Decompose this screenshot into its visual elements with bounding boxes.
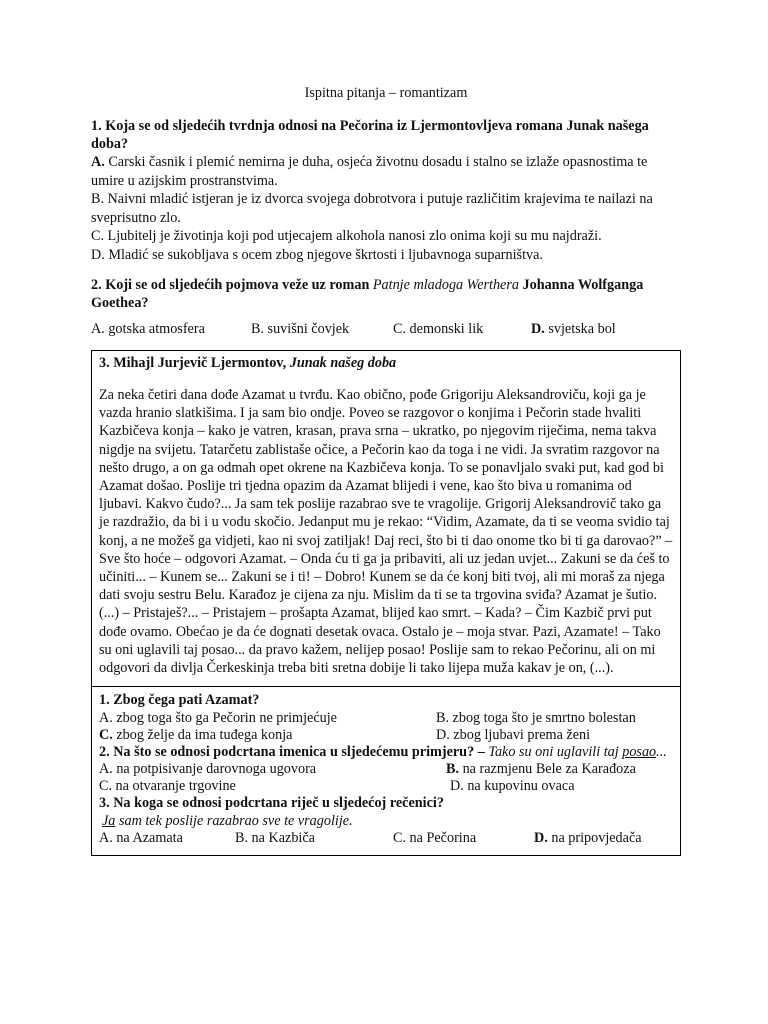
question-2-option-a: A. gotska atmosfera <box>91 321 205 337</box>
sub1-option-b: B. zbog toga što je smrtno bolestan <box>436 709 636 726</box>
passage-heading-author: 3. Mihajl Jurjevič Ljermontov, <box>99 355 290 371</box>
sub3-example <box>99 813 673 830</box>
sub2-option-c: C. na otvaranje trgovine <box>99 778 236 795</box>
question-2 <box>91 276 681 338</box>
question-1-text <box>91 117 681 153</box>
sub1-option-d: D. zbog ljubavi prema ženi <box>436 726 591 743</box>
question-1-option-a <box>91 153 681 190</box>
question-2-option-d <box>531 320 681 338</box>
sub1-option-c-letter: C. <box>99 726 113 743</box>
sub2-option-d: D. na kupovinu ovaca <box>450 778 575 795</box>
sub3-option-a: A. na Azamata <box>99 829 183 846</box>
sub2-option-b <box>446 761 673 778</box>
sub3-option-d-text: na pripovjedača <box>547 829 642 846</box>
sub2-option-a: A. na potpisivanje darovnoga ugovora <box>99 761 317 778</box>
sub2-example <box>488 744 666 760</box>
sub-question-2-options-row2 <box>99 778 673 795</box>
option-a-text: Carski časnik i plemić nemirna je duha, osjeća životnu dosadu i stalno se izlaže opasnostima te umire u azijskim prostranstvima. <box>91 154 648 189</box>
sub2-example-underlined: posao <box>622 743 657 760</box>
sub3-example-rest: sam tek poslije razabrao sve te vragolije. <box>115 812 353 829</box>
question-2-book-title: Patnje mladoga Werthera <box>372 277 519 293</box>
page-title: Ispitna pitanja – romantizam <box>304 85 468 101</box>
question-2-option-b: B. suvišni čovjek <box>251 321 350 337</box>
passage-section <box>92 351 680 687</box>
question-1 <box>91 117 681 264</box>
sub2-option-b-text: na razmjenu Bele za Karađoza <box>459 761 636 778</box>
sub-question-1-options-row2 <box>99 727 673 744</box>
sub3-example-underlined: Ja <box>102 812 116 829</box>
question-1-label: 1. Koja se od sljedećih tvrdnja odnosi na Pečorina iz Ljermontovljeva romana Junak našega doba? <box>91 118 649 152</box>
sub2-example-post: ... <box>656 743 667 760</box>
sub2-option-b-letter: B. <box>446 761 460 778</box>
question-2-post: Johanna Wolfganga Goethea? <box>91 277 644 311</box>
question-1-option-d: D. Mladić se sukobljava s ocem zbog njegove škrtosti i ljubavnoga suparništva. <box>91 246 543 263</box>
sub-question-3: 3. Na koga se odnosi podcrtana riječ u sljedećoj rečenici? <box>99 795 444 812</box>
sub-question-1: 1. Zbog čega pati Azamat? <box>99 692 260 709</box>
question-2-text <box>91 276 681 312</box>
question-1-option-b: B. Naivni mladić istjeran je iz dvorca svojega dobrotvora i putuje različitim krajevima te nailazi na sveprisutno zlo. <box>91 191 653 226</box>
question-2-pre: 2. Koji se od sljedećih pojmova veže uz roman <box>91 277 373 293</box>
sub-questions <box>92 687 680 855</box>
option-a-letter: A. <box>91 154 105 170</box>
sub1-option-c-text: zbog želje da ima tuđega konja <box>112 726 293 743</box>
exam-page <box>91 84 681 856</box>
passage-heading <box>99 354 673 373</box>
passage-text: Za neka četiri dana dođe Azamat u tvrđu. Kao obično, pođe Grigoriju Aleksandroviču, koji ga je vazda hranio slatkišima. I ja sam bio ondje. Poveo se razgovor o konjima i Pečorin stade hvaliti Kazbičeva konja – kako je vatren, krasan, prava srna – ukratko, po njegovim riječima, nema takva nigdje na svijetu. Tatarčetu zablistaše očice, a Pečorin kao da toga i ne vidi. Ja svratim razgovor na nešto drugo, a on ga odmah opet okrene na Kazbičeva konja. To se ponavljalo svaki put, kad god bi Azamat došao. Poslije tri tjedna opazim da Azamat blijedi i vene, kao što biva u romanima od ljubavi. Kakvo čudo?... Ja sam tek poslije razabrao sve te vragolije. Grigorij Aleksandrovič tako ga je razdražio, da bi i u vodu skočio. Jedanput mu je rekao: “Vidim, Azamate, da ti se veoma svidio taj konj, a ne možeš ga vidjeti, kao ni svoj zatiljak! Daj reci, što bi ti dao onome tko bi ti ga darovao?” – Sve što hoće – odgovori Azamat. – Onda ću ti ga ja pribaviti, ali uz jedan uvjet... Zakuni se da ćeš to učiniti... – Kunem se... Zakuni se i ti! – Dobro! Kunem se da će konj biti tvoj, ali mi moraš za njega dati svoju sestru Belu. Karađoz je cijena za nju. Mislim da ti se ta trgovina sviđa? Azamat je šutio. (...) – Pristaješ?... – Pristajem – prošapta Azamat, blijed kao smrt. – Kada? – Čim Kazbič prvi put dođe ovamo. Obećao je da će dognati desetak ovaca. Ostalo je – moja stvar. Pazi, Azamate! – Tako su oni uglavili taj posao... da pravo kažem, nelijep posao! Poslije sam to rekao Pečorinu, ali on mi odgovori da divlja Čerkeskinja treba biti sretna dobije li tako lijepa muža kakav je on, (...). <box>99 387 673 677</box>
question-2-option-c: C. demonski lik <box>393 321 484 337</box>
sub-question-1-options-row1 <box>99 710 673 727</box>
sub-question-3-options <box>99 830 673 848</box>
sub2-question-text: 2. Na što se odnosi podcrtana imenica u sljedećemu primjeru? – <box>99 743 489 760</box>
sub1-option-c <box>99 727 436 744</box>
question-2-options <box>91 320 681 338</box>
sub-question-2 <box>99 744 673 762</box>
sub3-option-c: C. na Pečorina <box>393 829 477 846</box>
option-d-text: svjetska bol <box>544 321 616 337</box>
sub-question-2-options-row1 <box>99 761 673 778</box>
sub3-option-d <box>534 830 673 848</box>
sub1-option-a: A. zbog toga što ga Pečorin ne primjećuje <box>99 709 337 726</box>
sub3-option-b: B. na Kazbiča <box>235 829 315 846</box>
question-3-box <box>91 350 681 856</box>
option-d-letter: D. <box>531 321 545 337</box>
sub3-option-d-letter: D. <box>534 829 548 846</box>
question-1-option-c: C. Ljubitelj je životinja koji pod utjecajem alkohola nanosi zlo onima koji su mu najdraži. <box>91 228 602 244</box>
sub2-example-pre: Tako su oni uglavili taj <box>488 743 623 760</box>
passage-heading-title: Junak našeg doba <box>289 355 397 371</box>
